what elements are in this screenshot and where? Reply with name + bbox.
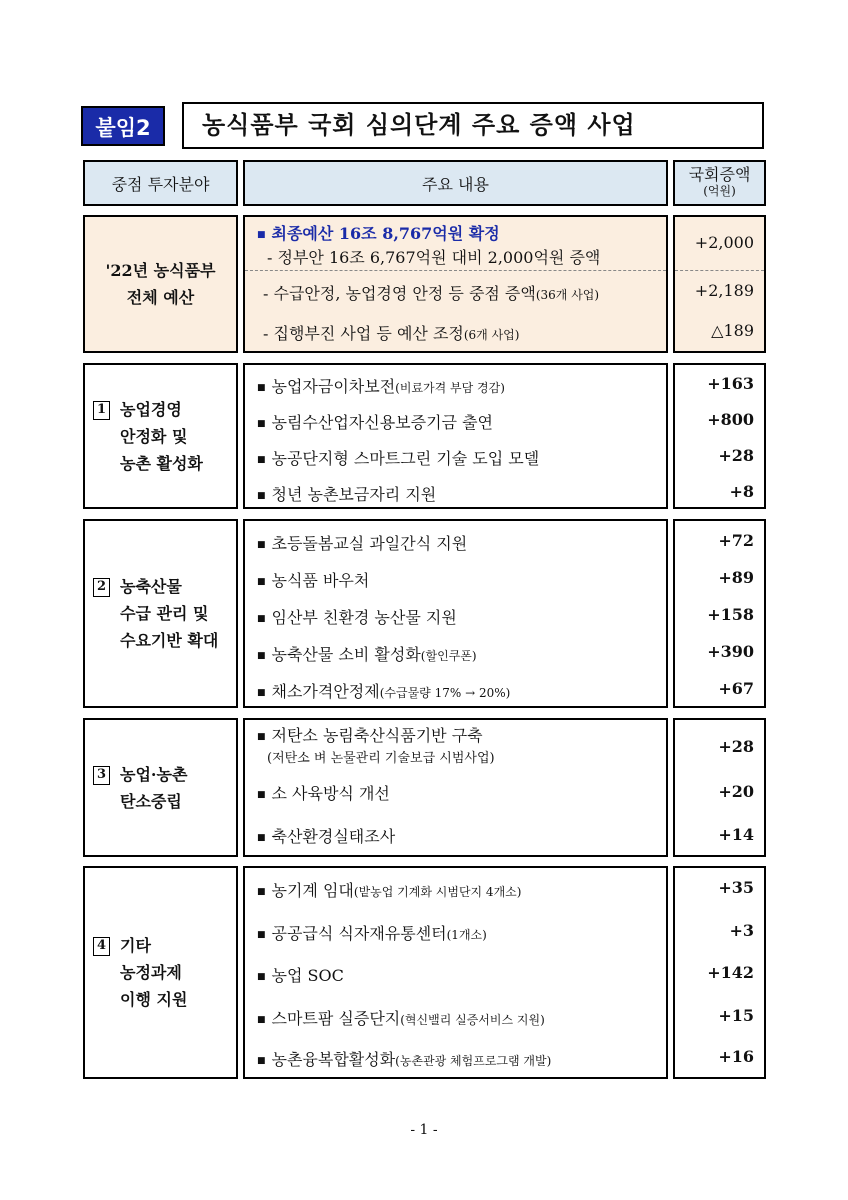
budget-amounts — [673, 215, 766, 353]
item-value: +35 — [718, 878, 754, 897]
item-text: 농식품 바우처 — [271, 571, 370, 590]
budget-category-line2: 전체 예산 — [126, 288, 195, 307]
item-text: 농업자금이차보전 — [271, 377, 396, 396]
section3-content — [243, 718, 668, 857]
section2-category — [83, 519, 238, 708]
item-value: +142 — [707, 963, 754, 982]
list-item-note — [267, 747, 495, 766]
item-value: +14 — [718, 825, 754, 844]
bullet-icon: ■ — [257, 832, 266, 843]
list-item — [257, 963, 344, 986]
item-value: +28 — [718, 446, 754, 465]
budget-increase-note: (36개 사업) — [535, 288, 600, 302]
header-content-label: 주요 내용 — [422, 174, 489, 194]
item-text: 공공급식 식자재유통센터 — [271, 924, 447, 943]
budget-adjust-text: - 집행부진 사업 등 예산 조정 — [263, 324, 464, 343]
section1-amounts — [673, 363, 766, 509]
list-item — [257, 1006, 545, 1029]
section2-line1: 농축산물 — [120, 577, 182, 596]
header-amount — [673, 160, 766, 206]
item-text: 소 사육방식 개선 — [271, 784, 390, 803]
divider — [245, 270, 666, 271]
bullet-icon: ■ — [257, 418, 266, 429]
item-value: +89 — [718, 568, 754, 587]
list-item — [257, 605, 457, 628]
section3-category — [83, 718, 238, 857]
item-value: +390 — [707, 642, 754, 661]
section4-category — [83, 866, 238, 1079]
list-item — [257, 410, 493, 433]
header-amount-unit: (억원) — [703, 184, 736, 198]
budget-adjust-note: (6개 사업) — [463, 328, 520, 342]
item-note: (비료가격 부담 경감) — [395, 381, 505, 395]
item-text: 청년 농촌보금자리 지원 — [271, 485, 437, 504]
item-text: 농기계 임대 — [271, 881, 354, 900]
item-value: +3 — [729, 921, 754, 940]
item-value: +15 — [718, 1006, 754, 1025]
section4-amounts — [673, 866, 766, 1079]
bullet-icon: ■ — [257, 886, 266, 897]
divider — [675, 270, 764, 271]
list-item — [257, 921, 487, 944]
list-item — [257, 446, 539, 469]
item-note: (수급물량 17% → 20%) — [379, 686, 511, 700]
section4-line2: 농정과제 — [120, 963, 182, 982]
item-text: 농림수산업자신용보증기금 출연 — [271, 413, 493, 432]
section-number: 4 — [93, 937, 110, 956]
budget-category — [83, 215, 238, 353]
item-text: 스마트팜 실증단지 — [271, 1009, 401, 1028]
item-note: (1개소) — [446, 928, 487, 942]
section-number: 2 — [93, 578, 110, 597]
item-text: 초등돌봄교실 과일간식 지원 — [271, 534, 468, 553]
item-note: (밭농업 기계화 시범단지 4개소) — [353, 885, 522, 899]
section4-content — [243, 866, 668, 1079]
item-text: 임산부 친환경 농산물 지원 — [271, 608, 457, 627]
list-item — [257, 679, 510, 702]
budget-item-total — [257, 221, 500, 244]
header-content — [243, 160, 668, 206]
item-note: (혁신밸리 실증서비스 지원) — [400, 1013, 545, 1027]
list-item — [257, 642, 477, 665]
item-value: +163 — [707, 374, 754, 393]
item-value: +20 — [718, 782, 754, 801]
bullet-icon: ■ — [257, 613, 266, 624]
list-item — [257, 723, 483, 746]
item-note: (저탄소 벼 논물관리 기술보급 시범사업) — [267, 751, 495, 766]
list-item — [257, 878, 521, 901]
bullet-icon: ■ — [257, 971, 266, 982]
section1-line3: 농촌 활성화 — [120, 453, 203, 473]
list-item — [257, 374, 505, 397]
budget-total-text: 최종예산 16조 8,767억원 확정 — [271, 224, 500, 243]
item-text: 농축산물 소비 활성화 — [271, 645, 421, 664]
section1-line2: 안정화 및 — [120, 426, 188, 446]
page-title: 농식품부 국회 심의단계 주요 증액 사업 — [182, 102, 764, 149]
item-value: +28 — [718, 737, 754, 756]
section-number: 3 — [93, 766, 110, 785]
section3-line2: 탄소중립 — [120, 791, 182, 811]
item-text: 축산환경실태조사 — [271, 827, 396, 846]
bullet-icon: ■ — [257, 1014, 266, 1025]
item-text: 농업 SOC — [271, 966, 344, 985]
bullet-icon: ■ — [257, 576, 266, 587]
bullet-icon: ■ — [257, 382, 266, 393]
section4-line1: 기타 — [120, 936, 151, 955]
title-badge: 붙임2 — [81, 106, 165, 146]
section1-content — [243, 363, 668, 509]
section2-content — [243, 519, 668, 708]
bullet-icon: ■ — [257, 490, 266, 501]
budget-category-line1: '22년 농식품부 — [105, 261, 216, 280]
list-item — [257, 531, 467, 554]
budget-adjust-value: △189 — [711, 321, 754, 340]
budget-item-total-sub — [267, 245, 600, 268]
bullet-icon: ■ — [257, 229, 266, 240]
item-value: +67 — [718, 679, 754, 698]
budget-total-value: +2,000 — [694, 233, 754, 252]
header-category-label: 중점 투자분야 — [111, 174, 210, 194]
section3-line1: 농업·농촌 — [120, 764, 188, 784]
section2-amounts — [673, 519, 766, 708]
header-category — [83, 160, 238, 206]
item-value: +800 — [707, 410, 754, 429]
list-item — [257, 568, 369, 591]
section4-line3: 이행 지원 — [120, 990, 188, 1009]
budget-increase-text: - 수급안정, 농업경영 안정 등 중점 증액 — [263, 284, 536, 303]
item-text: 농촌융복합활성화 — [271, 1050, 396, 1069]
budget-item-increase — [263, 281, 599, 304]
list-item — [257, 1047, 551, 1070]
bullet-icon: ■ — [257, 929, 266, 940]
section2-line2: 수급 관리 및 — [120, 604, 209, 623]
item-text: 저탄소 농림축산식품기반 구축 — [271, 726, 483, 745]
budget-increase-value: +2,189 — [694, 281, 754, 300]
item-value: +72 — [718, 531, 754, 550]
section3-amounts — [673, 718, 766, 857]
bullet-icon: ■ — [257, 731, 266, 742]
item-value: +16 — [718, 1047, 754, 1066]
page-number: - 1 - — [410, 1122, 438, 1138]
section-number: 1 — [93, 401, 110, 420]
budget-content — [243, 215, 668, 353]
item-note: (농촌관광 체험프로그램 개발) — [395, 1054, 552, 1068]
budget-item-adjust — [263, 321, 519, 344]
bullet-icon: ■ — [257, 539, 266, 550]
bullet-icon: ■ — [257, 687, 266, 698]
section2-line3: 수요기반 확대 — [120, 631, 219, 650]
bullet-icon: ■ — [257, 789, 266, 800]
item-text: 농공단지형 스마트그린 기술 도입 모델 — [271, 449, 540, 468]
bullet-icon: ■ — [257, 454, 266, 465]
header-amount-label: 국회증액 — [688, 165, 751, 184]
budget-total-sub-text: - 정부안 16조 6,767억원 대비 2,000억원 증액 — [267, 248, 601, 267]
list-item — [257, 824, 395, 847]
item-note: (할인쿠폰) — [420, 649, 477, 663]
section1-category — [83, 363, 238, 509]
item-value: +158 — [707, 605, 754, 624]
item-text: 채소가격안정제 — [271, 682, 380, 701]
list-item — [257, 482, 436, 505]
bullet-icon: ■ — [257, 650, 266, 661]
bullet-icon: ■ — [257, 1055, 266, 1066]
list-item — [257, 781, 390, 804]
item-value: +8 — [729, 482, 754, 501]
section1-line1: 농업경영 — [120, 399, 182, 419]
